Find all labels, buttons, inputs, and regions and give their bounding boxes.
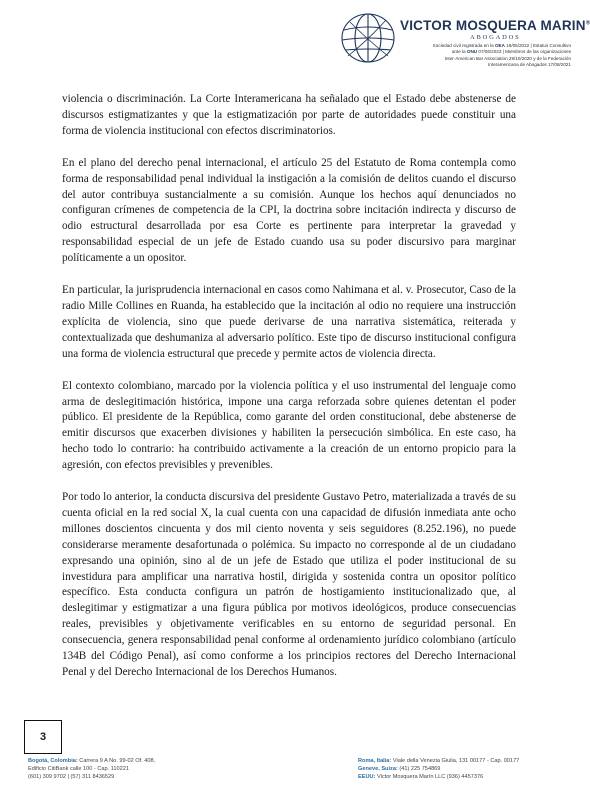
footer-line: Geneve, Suiza: (41) 225 754869	[358, 766, 441, 773]
footer-international-addresses	[358, 757, 519, 782]
registry-line: Sociedad civil registrada en la OEA 18/05/2022 | Estatus Consultivo	[432, 43, 571, 48]
body-paragraph: El contexto colombiano, marcado por la violencia política y el uso instrumental del lenguaje como arma de deslegitimación histórica, impone una carga reforzada sobre quienes detentan el poder público. El presidente de la República, como garante del orden constitucional, debe abstenerse de emitir discursos que exacerben divisiones y habiliten la persecución simbólica. En este caso, ha hecho todo lo contrario: ha contribuido activamente a la creación de un entorno propicio para la agresión, con efectos previsibles y prevenibles.	[62, 379, 516, 472]
footer-line: Edificio CitiBank calle 100 - Cap. 110221	[28, 766, 129, 773]
body-paragraph: En el plano del derecho penal internacional, el artículo 25 del Estatuto de Roma contempla como forma de responsabilidad penal individual la instigación a la comisión de delitos cuando el discurso del autor contribuya sustancialmente a su comisión. Aunque los hechos aquí denunciados no configuran crímenes de competencia de la CPI, la doctrina sobre incitación indirecta y discurso de odio estructural desarrollada por esa Corte es pertinente para interpretar la gravedad y responsabilidad especial de un jefe de Estado cuando usa su poder discursivo para marginar políticamente a un opositor.	[62, 156, 516, 265]
body-paragraph: violencia o discriminación. La Corte Interamericana ha señalado que el Estado debe abstenerse de discursos estigmatizantes y que la estigmatización por parte de autoridades puede constituir una forma de violencia institucional con efectos discriminatorios.	[62, 93, 516, 137]
page-number: 3	[24, 720, 62, 754]
document-body	[62, 92, 516, 697]
footer-line: EEUU: Victor Mosquera Marín LLC (936) 4457376	[358, 774, 484, 781]
body-paragraph: Por todo lo anterior, la conducta discursiva del presidente Gustavo Petro, materializada a través de su cuenta oficial en la red social X, la cual cuenta con una capacidad de difusión inmediata ante ocho millones doscientos cincuenta y dos mil ciento noventa y seis seguidores (8.252.196), no puede considerarse meramente desafortunada o polémica. Su impacto no corresponde al de un ciudadano expresando una opinión, sino al de un jefe de Estado que utiliza el poder institucional de su investidura para amplificar una narrativa hostil, dirigida y sostenida contra un opositor político específico. Esta conducta configura un patrón de hostigamiento institucionalizado que, al deslegitimar y estigmatizar a una figura pública por motivos ideológicos, produce consecuencias reales, previsibles y objetivamente verificables en su entorno de seguridad personal. En consecuencia, genera responsabilidad penal conforme al ordenamiento jurídico colombiano (artículo 134B del Código Penal), así como conforme a los principios rectores del Derecho Internacional Penal y del Derecho Internacional de los Derechos Humanos.	[62, 491, 516, 678]
footer-bogota-address	[28, 757, 155, 782]
firm-subtitle: ABOGADOS	[470, 34, 521, 41]
registry-info	[386, 43, 571, 69]
registry-line: Inter-American Bar Association 29/10/2020 y de la Federación	[444, 55, 571, 61]
footer-line: (601) 309 9702 | (57) 311 8436529	[28, 774, 115, 781]
registry-line: ante la ONU 07/06/2023 | Miembros de las organizaciones	[451, 49, 571, 55]
letterhead	[0, 6, 590, 90]
footer-line: Roma, Italia: Viale della Venezia Giulia, 131 00177 - Cap. 00177	[358, 758, 520, 764]
footer-line: Bogotá, Colombia: Carrera 9 A No. 99-02 Of. 408,	[28, 758, 156, 764]
registry-line: Interamericana de Abogados 17/08/2021	[487, 62, 571, 68]
body-paragraph: En particular, la jurisprudencia internacional en casos como Nahimana et al. v. Prosecutor, Caso de la radio Mille Collines en Ruanda, ha establecido que la incitación al odio no requiere una instrucción explícita de violencia, sino que puede derivarse de una narrativa sistemática, reiterada y contextualizada que deshumaniza al adversario político. Este tipo de discurso institucional configura una forma de violencia estructural que precede y permite actos de violencia directa.	[62, 284, 516, 360]
firm-name: VICTOR MOSQUERA MARIN®	[400, 18, 590, 33]
